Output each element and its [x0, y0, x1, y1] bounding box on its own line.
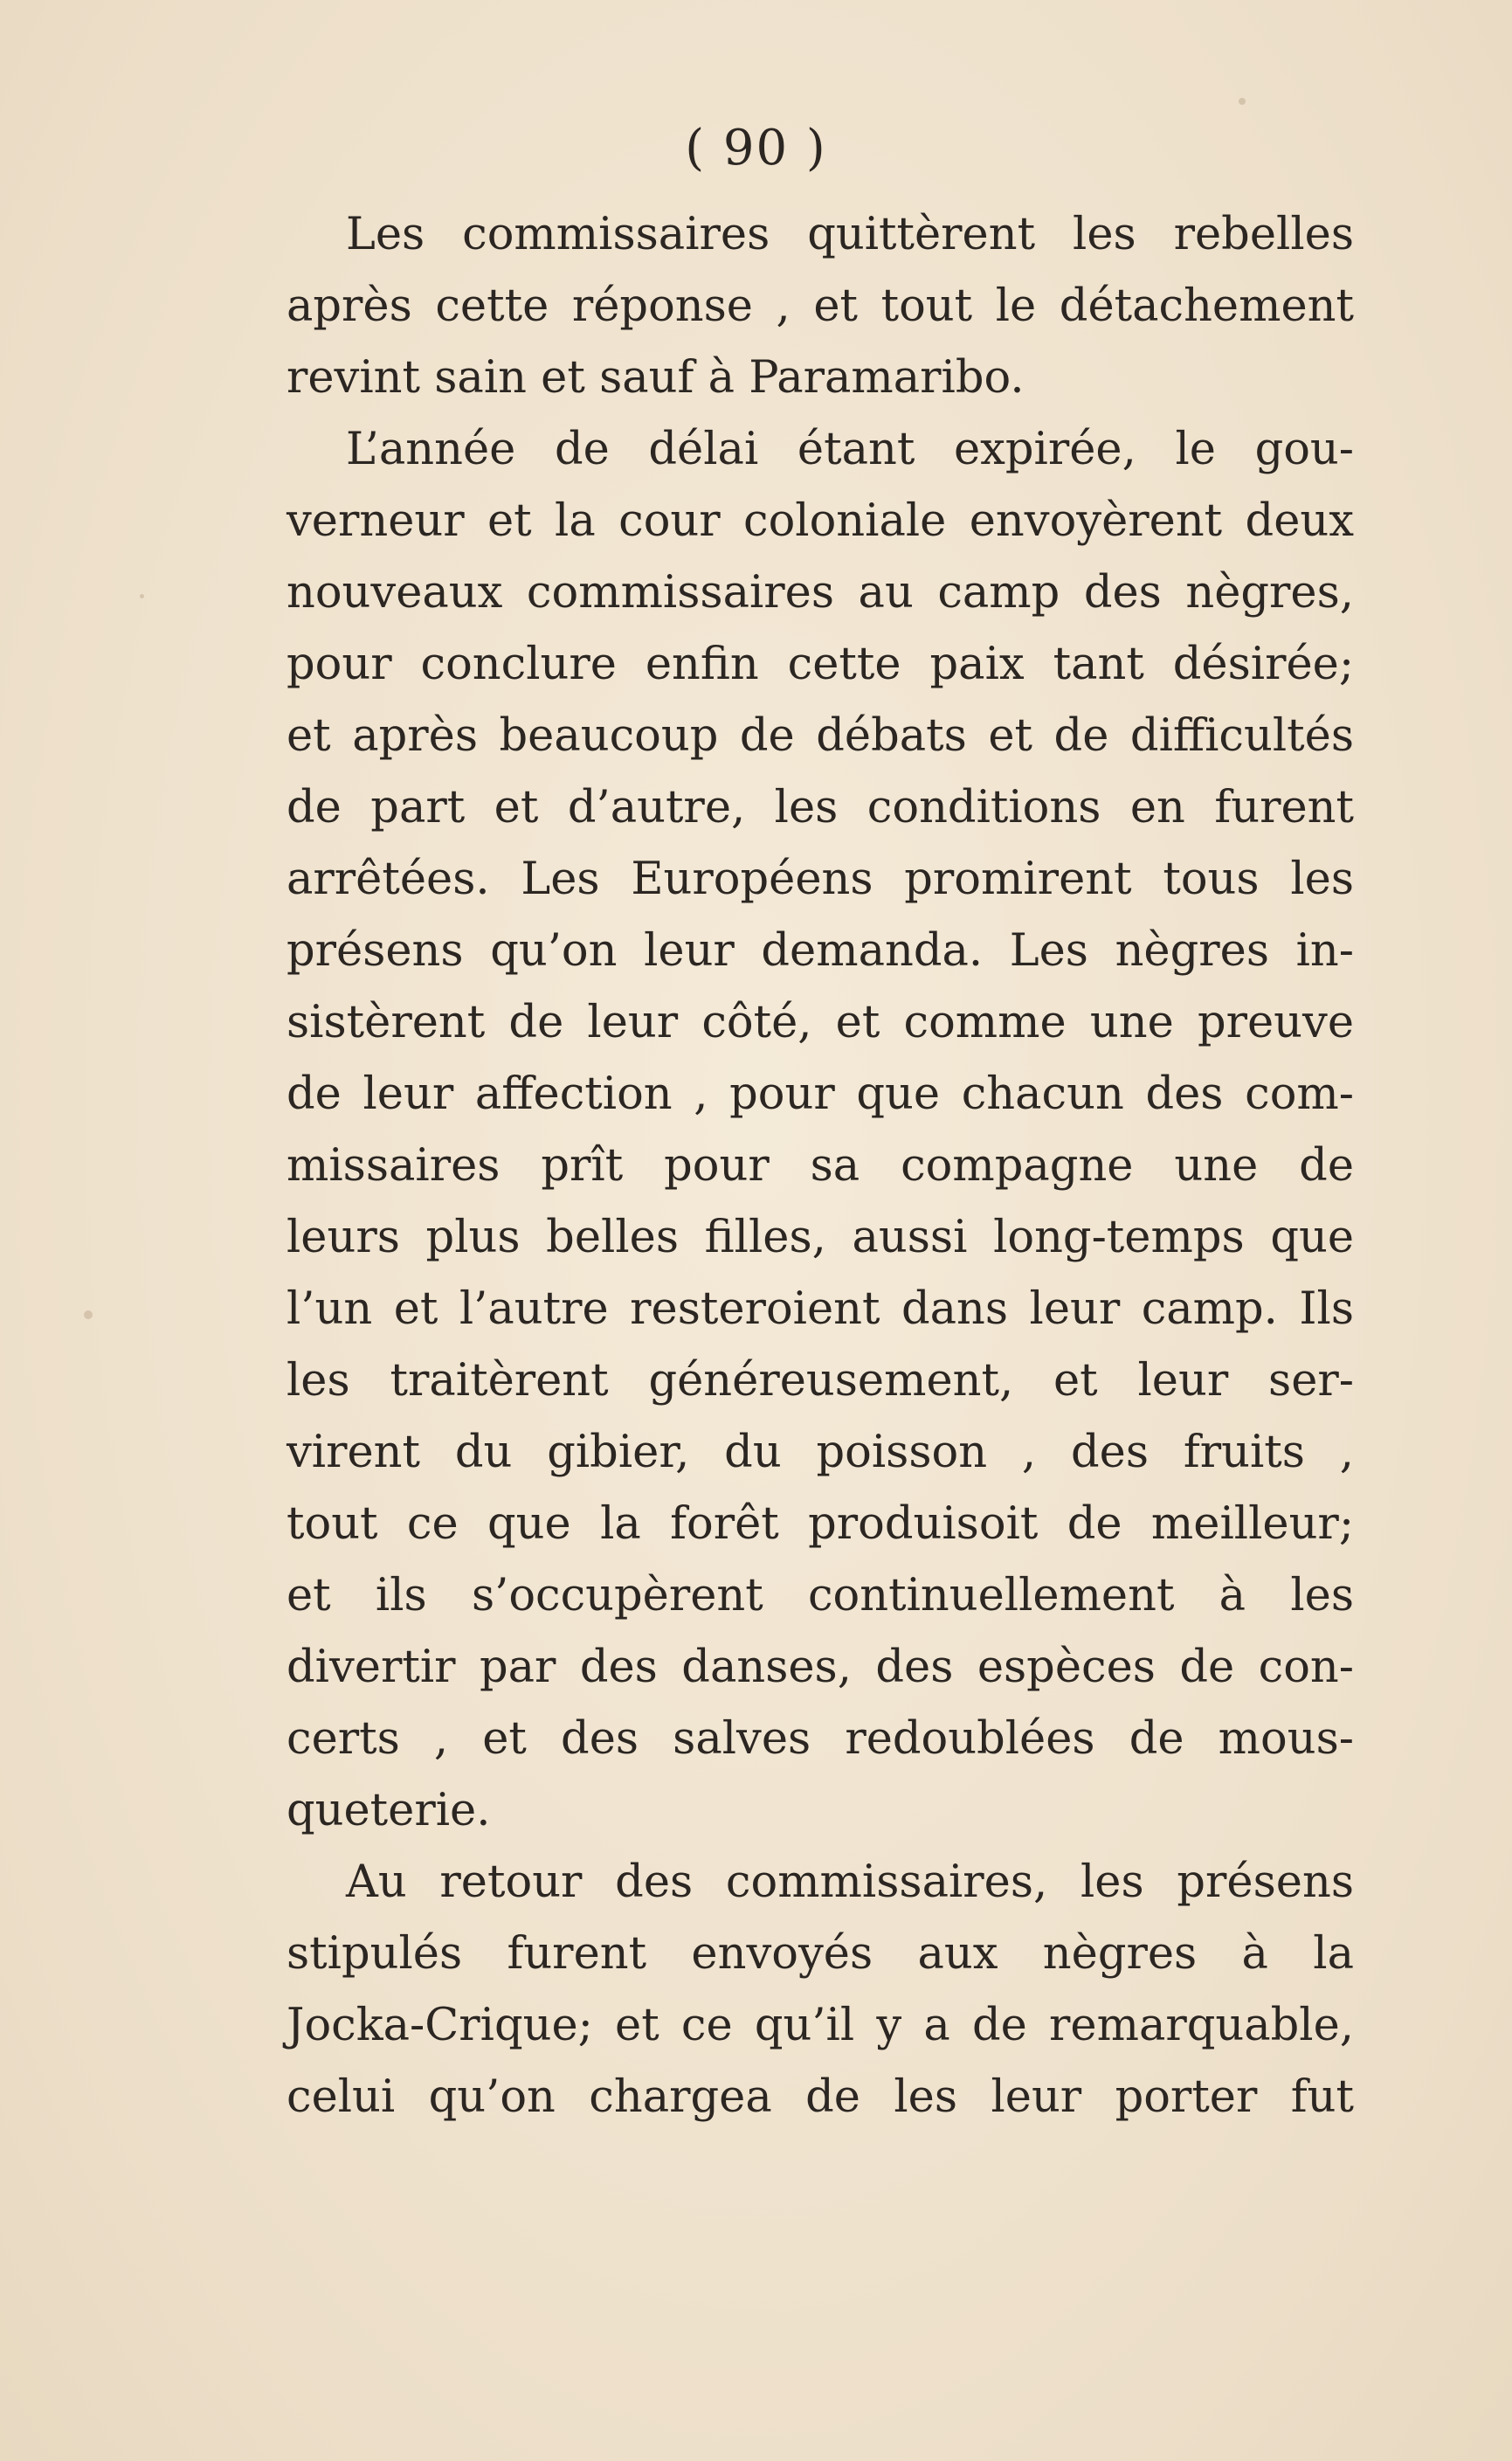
text-line: missaires prît pour sa compagne une de: [287, 1140, 1354, 1192]
paper-speck: [1239, 98, 1246, 105]
paragraph: [287, 199, 1354, 414]
text-line: Jocka-Crique; et ce qu’il y a de remarquable,: [287, 2000, 1354, 2051]
text-line: leurs plus belles filles, aussi long-temps que: [287, 1212, 1354, 1263]
text-line: L’année de délai étant expirée, le gou-: [346, 424, 1354, 475]
paragraph: [287, 1847, 1354, 2133]
text-line: de leur affection , pour que chacun des com-: [287, 1068, 1354, 1120]
text-line: de part et d’autre, les conditions en furent: [287, 782, 1354, 833]
paragraph: [287, 414, 1354, 1847]
text-line: et ils s’occupèrent continuellement à les: [287, 1570, 1354, 1621]
text-line: stipulés furent envoyés aux nègres à la: [287, 1928, 1354, 1980]
text-line: revint sain et sauf à Paramaribo.: [287, 352, 1025, 404]
text-line: présens qu’on leur demanda. Les nègres in-: [287, 925, 1354, 977]
text-line: tout ce que la forêt produisoit de meilleur;: [287, 1498, 1354, 1550]
page-number: ( 90 ): [685, 120, 827, 176]
text-line: pour conclure enfin cette paix tant désirée;: [287, 639, 1354, 690]
text-line: nouveaux commissaires au camp des nègres,: [287, 567, 1354, 619]
text-line: l’un et l’autre resteroient dans leur camp. Ils: [287, 1283, 1354, 1335]
text-line: arrêtées. Les Européens promirent tous les: [287, 854, 1354, 905]
text-line: les traitèrent généreusement, et leur ser-: [287, 1355, 1354, 1407]
paper-speck: [140, 594, 144, 598]
text-line: divertir par des danses, des espèces de con-: [287, 1642, 1354, 1693]
text-line: après cette réponse , et tout le détachement: [287, 280, 1354, 332]
text-line: virent du gibier, du poisson , des fruits ,: [287, 1427, 1354, 1478]
body-text: [287, 199, 1354, 2133]
text-line: Au retour des commissaires, les présens: [346, 1856, 1354, 1908]
text-line: et après beaucoup de débats et de difficultés: [287, 710, 1354, 762]
text-line: celui qu’on chargea de les leur porter fut: [287, 2071, 1354, 2123]
text-line: Les commissaires quittèrent les rebelles: [346, 209, 1354, 260]
text-line: verneur et la cour coloniale envoyèrent deux: [287, 495, 1354, 547]
text-line: certs , et des salves redoublées de mous-: [287, 1713, 1354, 1765]
text-line: sistèrent de leur côté, et comme une preuve: [287, 997, 1354, 1048]
paper-speck: [84, 1310, 93, 1319]
text-line: queterie.: [287, 1785, 491, 1836]
